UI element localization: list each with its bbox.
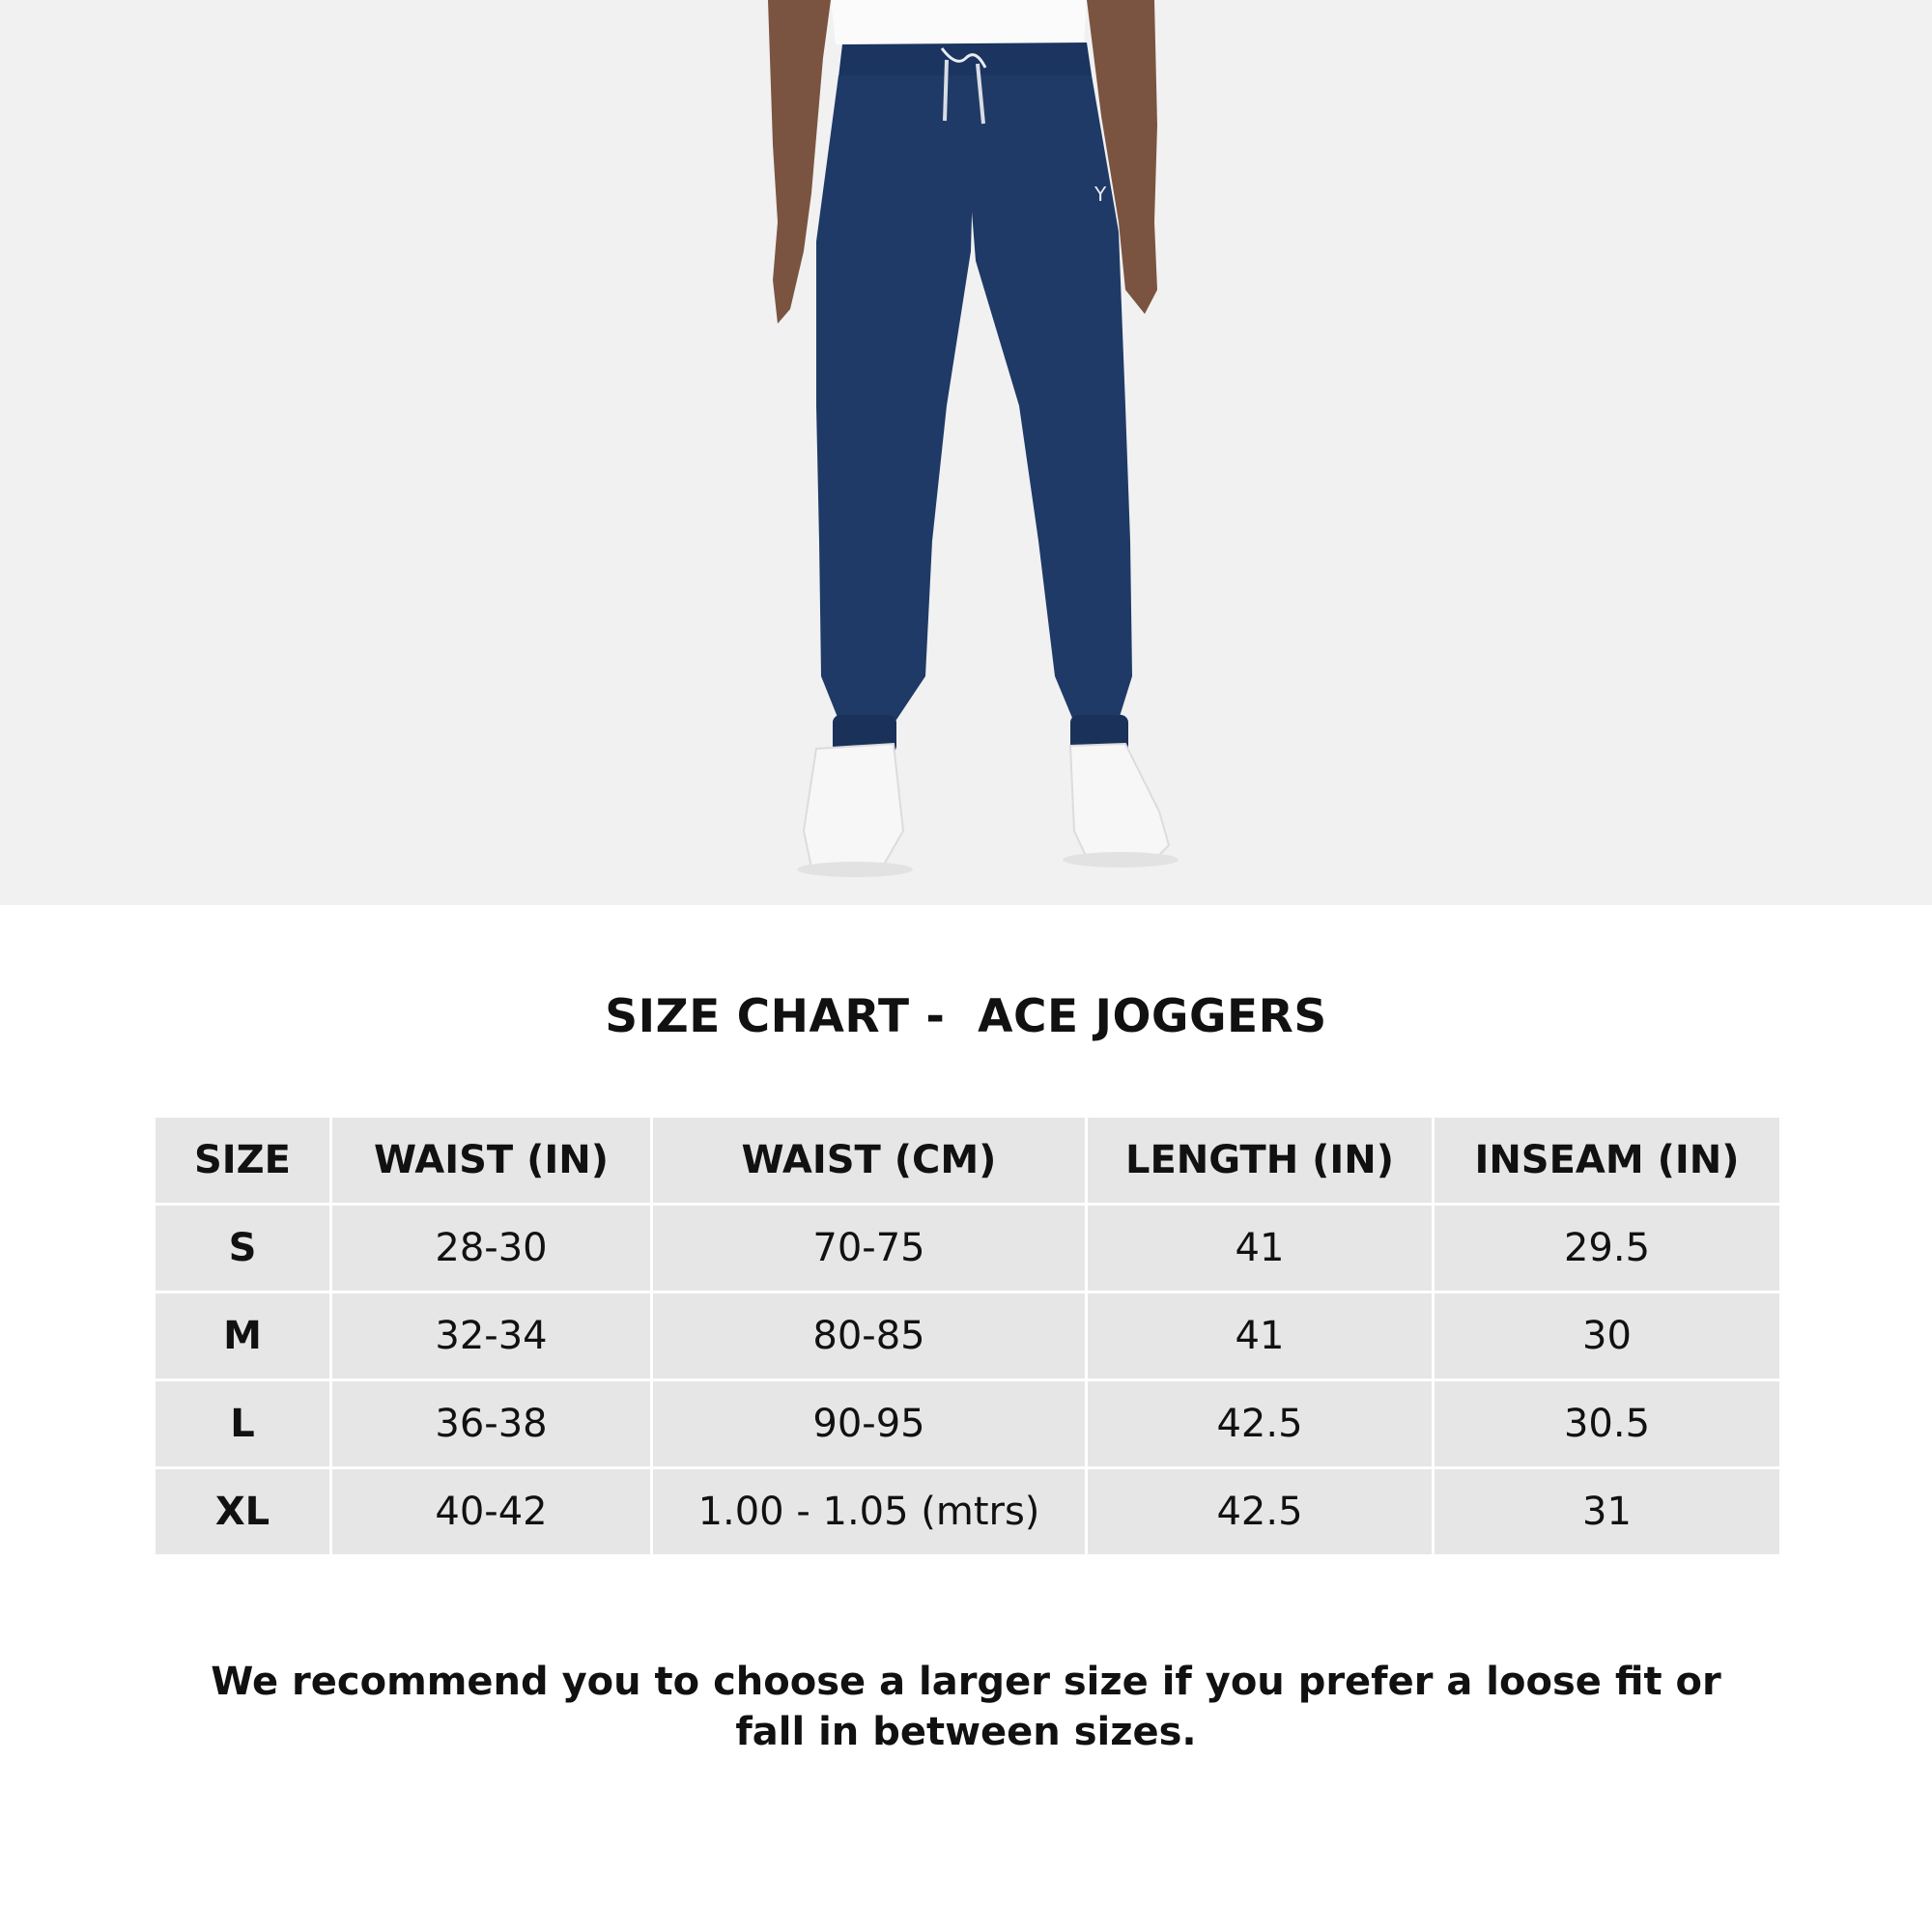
header-waist-cm: WAIST (CM) bbox=[652, 1117, 1087, 1205]
waist-cm-cell: 70-75 bbox=[652, 1205, 1087, 1293]
length-cell: 41 bbox=[1087, 1205, 1434, 1293]
inseam-cell: 30 bbox=[1434, 1293, 1781, 1380]
inseam-cell: 31 bbox=[1434, 1468, 1781, 1556]
size-cell: XL bbox=[155, 1468, 331, 1556]
left-sneaker bbox=[804, 744, 903, 867]
size-cell: L bbox=[155, 1380, 331, 1468]
waist-cm-cell: 1.00 - 1.05 (mtrs) bbox=[652, 1468, 1087, 1556]
table-row bbox=[155, 1205, 1781, 1293]
brand-logo-icon: Y bbox=[1094, 183, 1107, 206]
size-cell: M bbox=[155, 1293, 331, 1380]
header-inseam-in: INSEAM (IN) bbox=[1434, 1117, 1781, 1205]
header-size: SIZE bbox=[155, 1117, 331, 1205]
length-cell: 42.5 bbox=[1087, 1468, 1434, 1556]
left-leg bbox=[816, 75, 976, 724]
table-row bbox=[155, 1468, 1781, 1556]
waist-in-cell: 32-34 bbox=[331, 1293, 652, 1380]
waist-cm-cell: 90-95 bbox=[652, 1380, 1087, 1468]
table-row bbox=[155, 1380, 1781, 1468]
size-cell: S bbox=[155, 1205, 331, 1293]
table-header-row bbox=[155, 1117, 1781, 1205]
size-chart-title: SIZE CHART - ACE JOGGERS bbox=[605, 990, 1327, 1043]
waist-cm-cell: 80-85 bbox=[652, 1293, 1087, 1380]
header-length-in: LENGTH (IN) bbox=[1087, 1117, 1434, 1205]
size-table bbox=[153, 1115, 1782, 1557]
inseam-cell: 29.5 bbox=[1434, 1205, 1781, 1293]
length-cell: 41 bbox=[1087, 1293, 1434, 1380]
header-waist-in: WAIST (IN) bbox=[331, 1117, 652, 1205]
right-sneaker bbox=[1070, 744, 1169, 858]
tshirt-hem bbox=[831, 0, 1087, 44]
product-image bbox=[0, 0, 1932, 905]
table-row bbox=[155, 1293, 1781, 1380]
fit-recommendation-note: We recommend you to choose a larger size if you prefer a loose fit or fall in between sizes. bbox=[211, 1660, 1721, 1754]
length-cell: 42.5 bbox=[1087, 1380, 1434, 1468]
waist-in-cell: 40-42 bbox=[331, 1468, 652, 1556]
waist-in-cell: 36-38 bbox=[331, 1380, 652, 1468]
waist-in-cell: 28-30 bbox=[331, 1205, 652, 1293]
navy-joggers-photo bbox=[0, 0, 1932, 905]
inseam-cell: 30.5 bbox=[1434, 1380, 1781, 1468]
right-leg bbox=[961, 75, 1132, 723]
